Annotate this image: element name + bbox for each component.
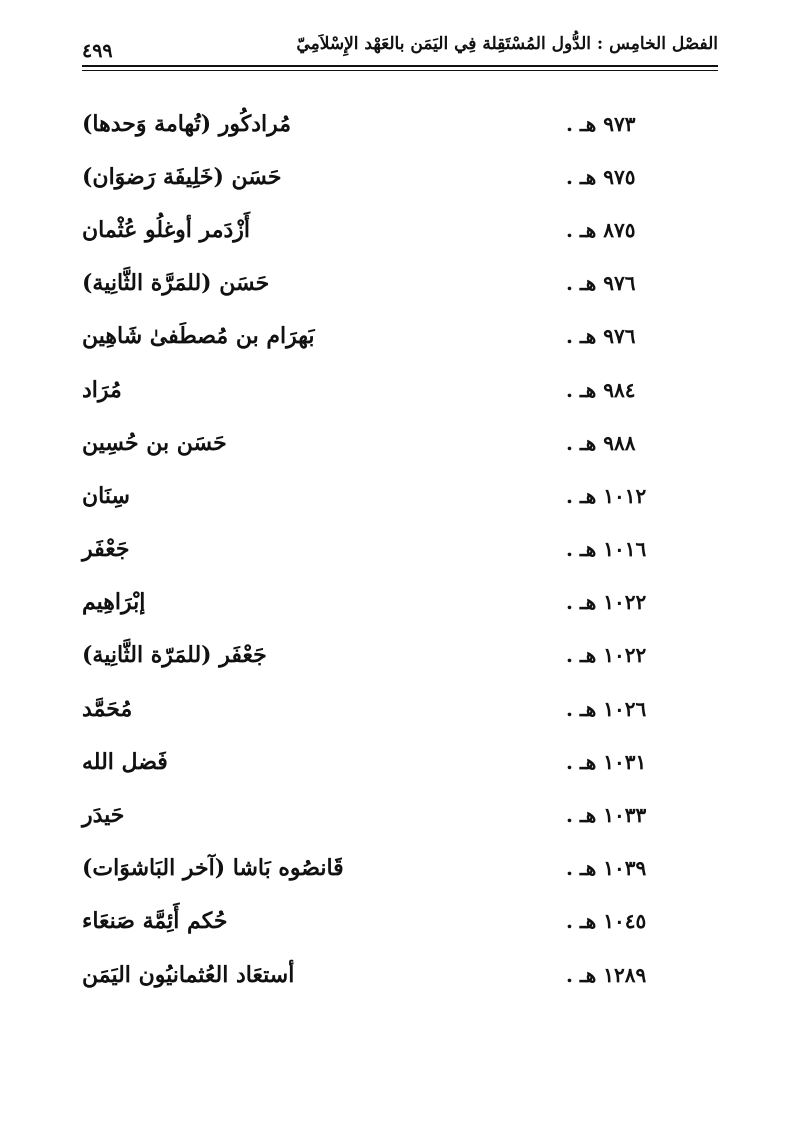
list-item <box>82 257 696 310</box>
ruler-name: جَعْفَر <box>82 536 130 563</box>
header-rule-thick <box>82 65 718 67</box>
ruler-year: ١٠٢٢ هـ . <box>566 643 647 668</box>
list-item <box>82 576 696 629</box>
ruler-name: مُرادكُور (تُهامة وَحدها) <box>82 110 292 137</box>
list-item <box>82 310 696 363</box>
ruler-name: حَسَن بن حُسِين <box>82 429 227 456</box>
ruler-year: ٩٧٦ هـ . <box>566 324 636 349</box>
ruler-name: حَسَن (للمَرَّة الثَّانِية) <box>82 270 270 297</box>
ruler-name: سِنَان <box>82 482 130 509</box>
ruler-name: بَهرَام بن مُصطَفىٰ شَاهِين <box>82 323 315 350</box>
ruler-name: حَيدَر <box>82 802 125 829</box>
ruler-year: ١٠٣٣ هـ . <box>566 803 647 828</box>
ruler-year: ١٢٨٩ هـ . <box>566 962 647 987</box>
ruler-name: مُرَاد <box>82 376 122 403</box>
ruler-name: فَضل الله <box>82 748 168 775</box>
ruler-year: ١٠٣٩ هـ . <box>566 856 647 881</box>
ruler-year: ١٠٢٦ هـ . <box>566 696 647 721</box>
list-item <box>82 416 696 469</box>
ruler-year: ٩٧٦ هـ . <box>566 271 636 296</box>
list-item <box>82 895 696 948</box>
list-item <box>82 363 696 416</box>
ruler-name: أَزْدَمر أوغلُو عُثْمان <box>82 216 251 243</box>
ruler-year: ١٠٤٥ هـ . <box>566 909 647 934</box>
list-item <box>82 735 696 788</box>
ruler-name: قَانصُوه بَاشا (آخر البَاشوَات) <box>82 855 344 882</box>
list-item <box>82 842 696 895</box>
ruler-year: ١٠٢٢ هـ . <box>566 590 647 615</box>
ruler-year: ٨٧٥ هـ . <box>566 217 636 242</box>
ruler-year: ٩٨٨ هـ . <box>566 430 636 455</box>
ruler-name: جَعْفَر (للمَرّة الثَّانِية) <box>82 642 267 669</box>
ruler-year: ٩٧٥ هـ . <box>566 164 636 189</box>
ruler-name: حُكم أَئِمَّة صَنعَاء <box>82 908 228 935</box>
header-rule-thin <box>82 70 718 71</box>
ruler-year: ١٠١٦ هـ . <box>566 537 647 562</box>
list-item <box>82 97 696 150</box>
ruler-name: مُحَمَّد <box>82 695 133 722</box>
ruler-year: ٩٨٤ هـ . <box>566 377 636 402</box>
rulers-list <box>82 97 696 1001</box>
chapter-title: الفصْل الخامِس : الدُّول المُسْتَقِلة فِي اليَمَن بالعَهْد الإِسْلاَمِيّ <box>296 34 718 54</box>
list-item <box>82 948 696 1001</box>
list-item <box>82 469 696 522</box>
ruler-year: ١٠٣١ هـ . <box>566 749 647 774</box>
list-item <box>82 629 696 682</box>
list-item <box>82 203 696 256</box>
ruler-year: ١٠١٢ هـ . <box>566 483 647 508</box>
list-item <box>82 788 696 841</box>
page-number: ٤٩٩ <box>82 40 113 62</box>
list-item <box>82 682 696 735</box>
running-header <box>82 34 718 74</box>
ruler-year: ٩٧٣ هـ . <box>566 111 636 136</box>
ruler-name: أستعَاد العُثمانيُون اليَمَن <box>82 961 295 988</box>
list-item <box>82 150 696 203</box>
ruler-name: حَسَن (خَلِيفَة رَضوَان) <box>82 163 282 190</box>
ruler-name: إبْرَاهِيم <box>82 589 146 616</box>
list-item <box>82 523 696 576</box>
